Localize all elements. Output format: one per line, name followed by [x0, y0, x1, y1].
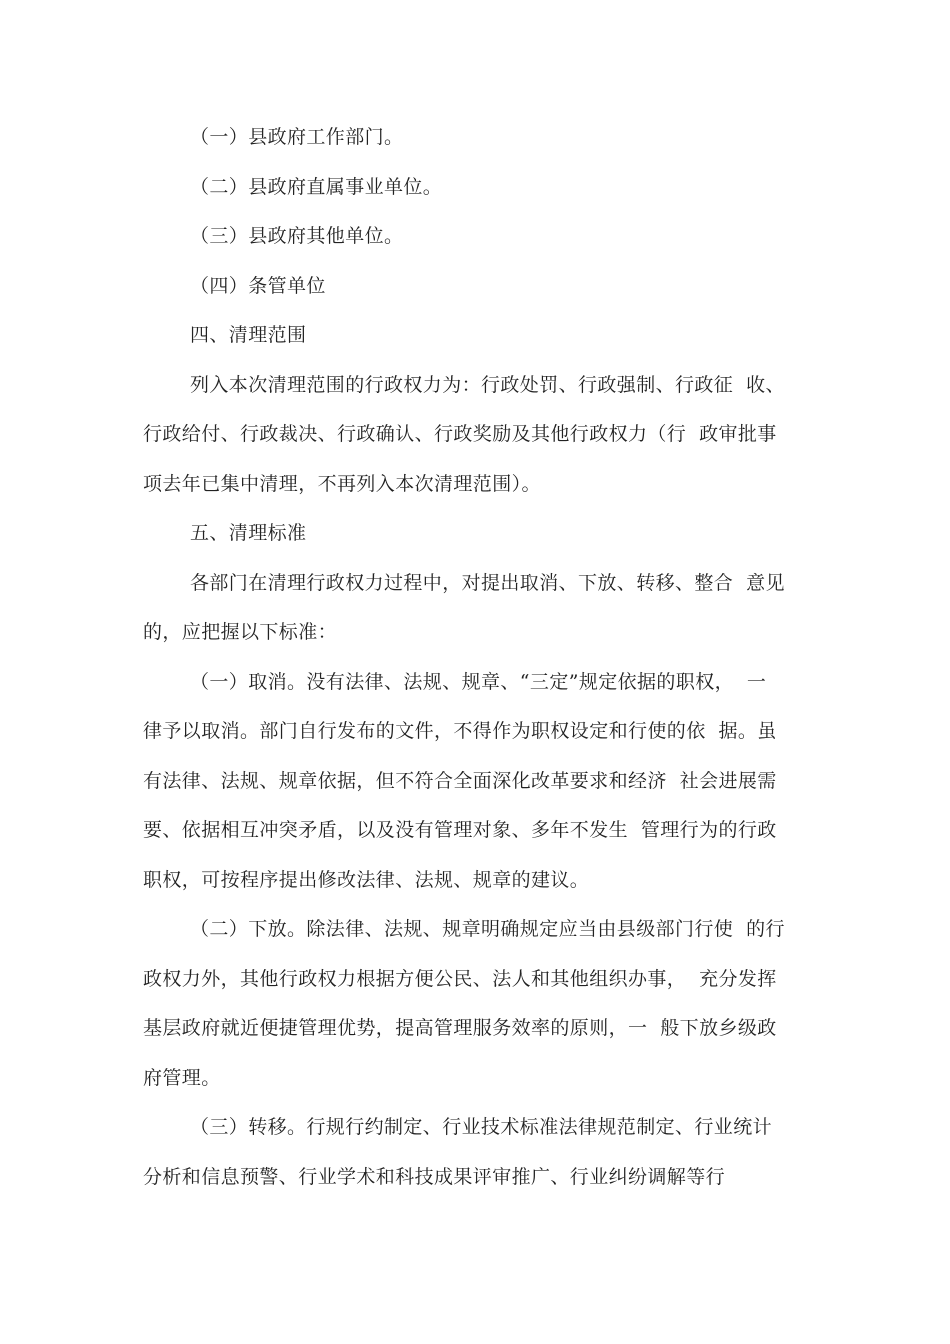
- text-line: 律予以取消。部门自行发布的文件，不得作为职权设定和行使的依 据。虽: [143, 720, 777, 742]
- text-line: （三）转移。行规行约制定、行业技术标准法律规范制定、行业统计: [190, 1116, 773, 1138]
- text-line: 府管理。: [143, 1066, 221, 1089]
- text-line: 有法律、法规、规章依据，但不符合全面深化改革要求和经济 社会进展需: [143, 769, 777, 792]
- text-line: 项去年已集中清理，不再列入本次清理范围）。: [143, 472, 541, 495]
- text-line: （一）县政府工作部门。: [190, 126, 404, 148]
- text-line: 职权，可按程序提出修改法律、法规、规章的建议。: [143, 868, 590, 891]
- text-line: （四）条管单位: [190, 274, 326, 297]
- text-line: 基层政府就近便捷管理优势，提高管理服务效率的原则，一 般下放乡级政: [143, 1017, 777, 1039]
- section-heading: 四、清理范围: [190, 324, 307, 346]
- text-line: 政权力外，其他行政权力根据方便公民、法人和其他组织办事， 充分发挥: [143, 967, 777, 990]
- text-line: （一）取消。没有法律、法规、规章、“三定”规定依据的职权， 一: [190, 670, 767, 693]
- text-line: （二）县政府直属事业单位。: [190, 175, 443, 198]
- text-line: （二）下放。除法律、法规、规章明确规定应当由县级部门行使 的行: [190, 918, 785, 940]
- section-heading: 五、清理标准: [190, 522, 307, 544]
- document-body: [143, 113, 818, 1202]
- text-line: 要、依据相互冲突矛盾，以及没有管理对象、多年不发生 管理行为的行政: [143, 819, 777, 841]
- text-line: （三）县政府其他单位。: [190, 225, 404, 247]
- text-line: 各部门在清理行政权力过程中，对提出取消、下放、转移、整合 意见: [190, 571, 785, 594]
- text-line: 列入本次清理范围的行政权力为：行政处罚、行政强制、行政征 收、: [190, 373, 785, 396]
- text-line: 行政给付、行政裁决、行政确认、行政奖励及其他行政权力（行 政审批事: [143, 423, 777, 445]
- text-line: 的，应把握以下标准：: [143, 621, 338, 643]
- text-line: 分析和信息预警、行业学术和科技成果评审推广、行业纠纷调解等行: [143, 1165, 726, 1188]
